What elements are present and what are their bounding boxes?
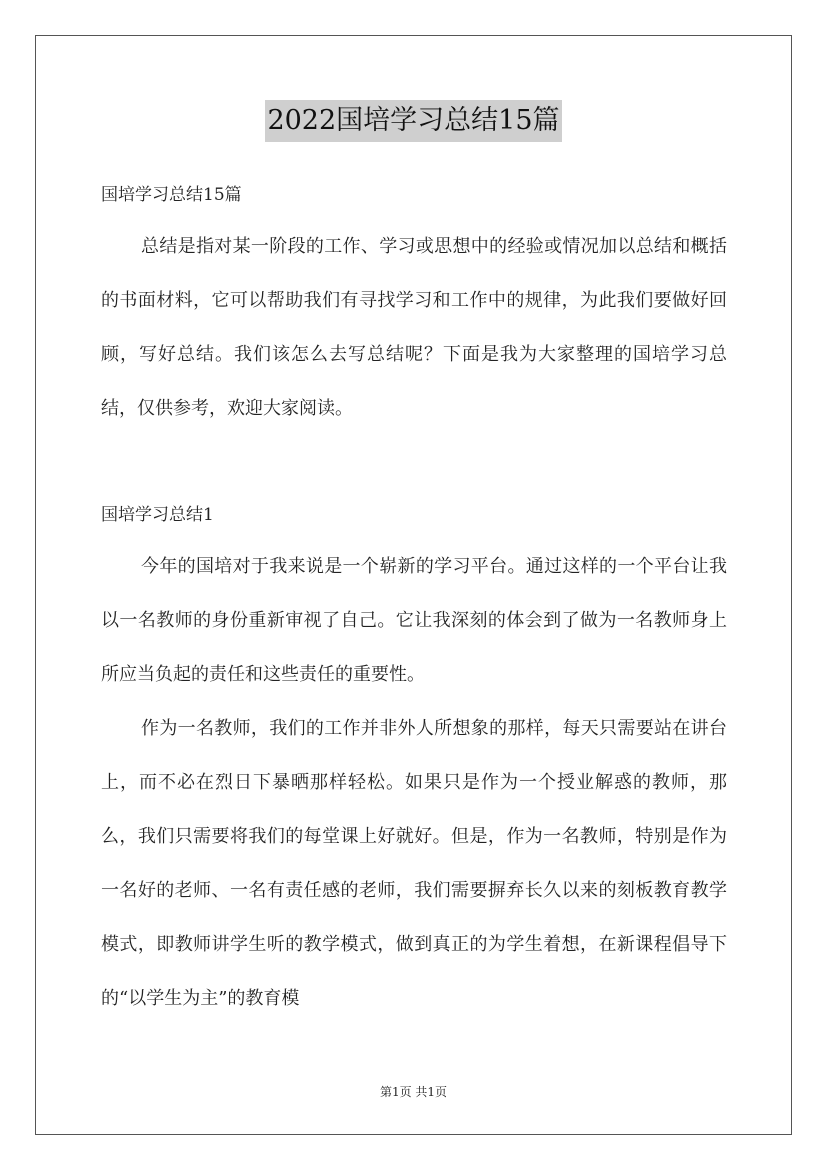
intro-paragraph: 总结是指对某一阶段的工作、学习或思想中的经验或情况加以总结和概括的书面材料，它可以帮助我们有寻找学习和工作中的规律，为此我们要做好回顾，写好总结。我们该怎么去写总结呢？下面是我为大家整理的国培学习总结，仅供参考，欢迎大家阅读。 [101, 236, 727, 419]
page-footer [0, 1083, 827, 1100]
document-subtitle: 国培学习总结15篇 [101, 185, 242, 205]
document-body [101, 170, 727, 1026]
section-1-paragraph-1: 今年的国培对于我来说是一个崭新的学习平台。通过这样的一个平台让我以一名教师的身份重新审视了自己。它让我深刻的体会到了做为一名教师身上所应当负起的责任和这些责任的重要性。 [101, 556, 727, 685]
document-title: 2022国培学习总结15篇 [265, 100, 561, 142]
document-title-wrapper [0, 100, 827, 142]
section-spacer [101, 436, 727, 490]
section-1-heading: 国培学习总结1 [101, 505, 214, 525]
section-1-paragraph-2: 作为一名教师，我们的工作并非外人所想象的那样，每天只需要站在讲台上，而不必在烈日下暴晒那样轻松。如果只是作为一个授业解惑的教师，那么，我们只需要将我们的每堂课上好就好。但是，作为一名教师，特别是作为一名好的老师、一名有责任感的老师，我们需要摒弃长久以来的刻板教育教学模式，即教师讲学生听的教学模式，做到真正的为学生着想，在新课程倡导下的“以学生为主”的教育模 [101, 718, 727, 1009]
page-number: 第1页 共1页 [379, 1085, 448, 1099]
